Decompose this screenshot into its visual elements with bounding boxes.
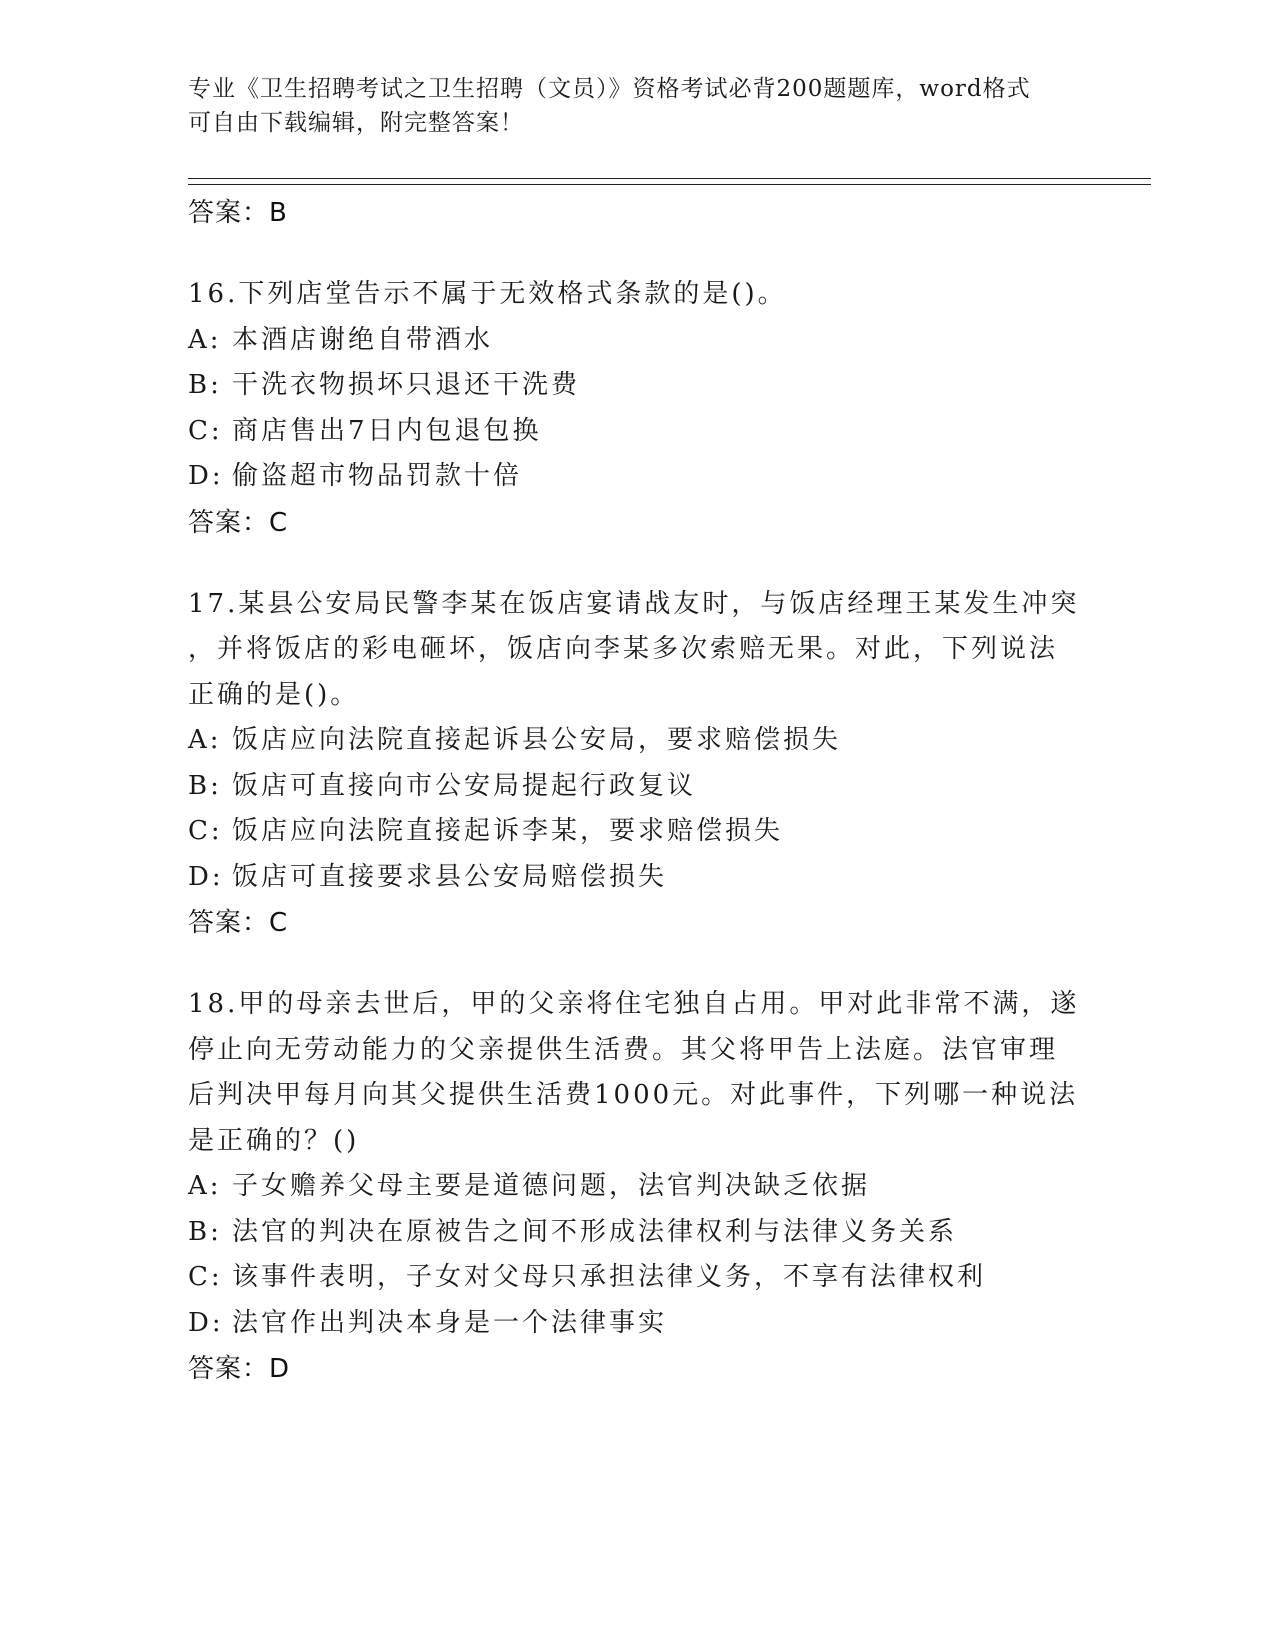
question-stem-line: ，并将饭店的彩电砸坏，饭店向李某多次索赔无果。对此，下列说法 — [188, 634, 1059, 664]
option-text: 子女赡养父母主要是道德问题，法官判决缺乏依据 — [232, 1171, 871, 1201]
answer-line: 答案：C — [188, 507, 289, 538]
option-d — [188, 855, 1088, 901]
option-a — [188, 718, 1088, 764]
question-stem — [188, 982, 1088, 1164]
option-key: A: — [188, 1171, 222, 1201]
question-stem — [188, 272, 1088, 318]
question-stem-line: 是正确的？() — [188, 1125, 360, 1156]
document-body — [188, 190, 1088, 1392]
question-stem-line: 后判决甲每月向其父提供生活费1000元。对此事件，下列哪一种说法 — [188, 1080, 1079, 1110]
option-key: B: — [188, 370, 222, 400]
option-text: 饭店应向法院直接起诉县公安局，要求赔偿损失 — [232, 725, 842, 755]
option-text: 该事件表明，子女对父母只承担法律义务，不享有法律权利 — [232, 1262, 987, 1292]
option-b — [188, 363, 1088, 409]
answer-line: 答案：B — [188, 198, 288, 228]
header-divider-bottom — [188, 184, 1151, 185]
option-a — [188, 1164, 1088, 1210]
question-stem-line: 正确的是()。 — [188, 679, 360, 710]
option-d — [188, 1301, 1088, 1347]
question-stem-line: 16.下列店堂告示不属于无效格式条款的是()。 — [188, 279, 787, 309]
document-header — [188, 72, 1088, 140]
option-text: 干洗衣物损坏只退还干洗费 — [232, 370, 581, 400]
option-key: A: — [188, 324, 222, 355]
option-key: D: — [188, 861, 224, 892]
option-b — [188, 1210, 1088, 1256]
option-c — [188, 809, 1088, 855]
option-key: B: — [188, 1216, 222, 1247]
option-key: B: — [188, 770, 222, 801]
question-stem-line: 18.甲的母亲去世后，甲的父亲将住宅独自占用。甲对此非常不满，遂 — [188, 989, 1080, 1019]
answer-line: 答案：D — [188, 1354, 291, 1384]
question-block-18 — [188, 982, 1088, 1392]
option-c — [188, 1255, 1088, 1301]
header-divider-top — [188, 178, 1151, 179]
option-key: C: — [188, 816, 223, 846]
question-block-16 — [188, 272, 1088, 546]
answer-line: 答案：C — [188, 908, 289, 938]
option-key: C: — [188, 1262, 223, 1292]
option-key: A: — [188, 725, 222, 755]
option-text: 饭店可直接向市公安局提起行政复议 — [232, 770, 697, 801]
option-text: 商店售出7日内包退包换 — [232, 415, 542, 446]
header-line-2: 可自由下载编辑，附完整答案！ — [188, 110, 524, 136]
option-b — [188, 764, 1088, 810]
option-key: D: — [188, 1307, 224, 1338]
option-c — [188, 409, 1088, 455]
option-text: 法官的判决在原被告之间不形成法律权利与法律义务关系 — [232, 1216, 958, 1247]
option-d — [188, 454, 1088, 500]
question-stem — [188, 582, 1088, 719]
question-stem-line: 17.某县公安局民警李某在饭店宴请战友时，与饭店经理王某发生冲突 — [188, 588, 1080, 619]
option-text: 饭店可直接要求县公安局赔偿损失 — [232, 861, 668, 892]
question-block-17 — [188, 582, 1088, 947]
option-text: 本酒店谢绝自带酒水 — [232, 324, 494, 355]
option-text: 法官作出判决本身是一个法律事实 — [232, 1307, 668, 1338]
option-text: 偷盗超市物品罚款十倍 — [232, 461, 523, 491]
question-stem-line: 停止向无劳动能力的父亲提供生活费。其父将甲告上法庭。法官审理 — [188, 1034, 1059, 1065]
option-a — [188, 318, 1088, 364]
header-line-1: 专业《卫生招聘考试之卫生招聘（文员）》资格考试必背200题题库，word格式 — [188, 76, 1031, 102]
option-text: 饭店应向法院直接起诉李某，要求赔偿损失 — [232, 816, 784, 846]
option-key: D: — [188, 461, 224, 491]
option-key: C: — [188, 415, 223, 446]
